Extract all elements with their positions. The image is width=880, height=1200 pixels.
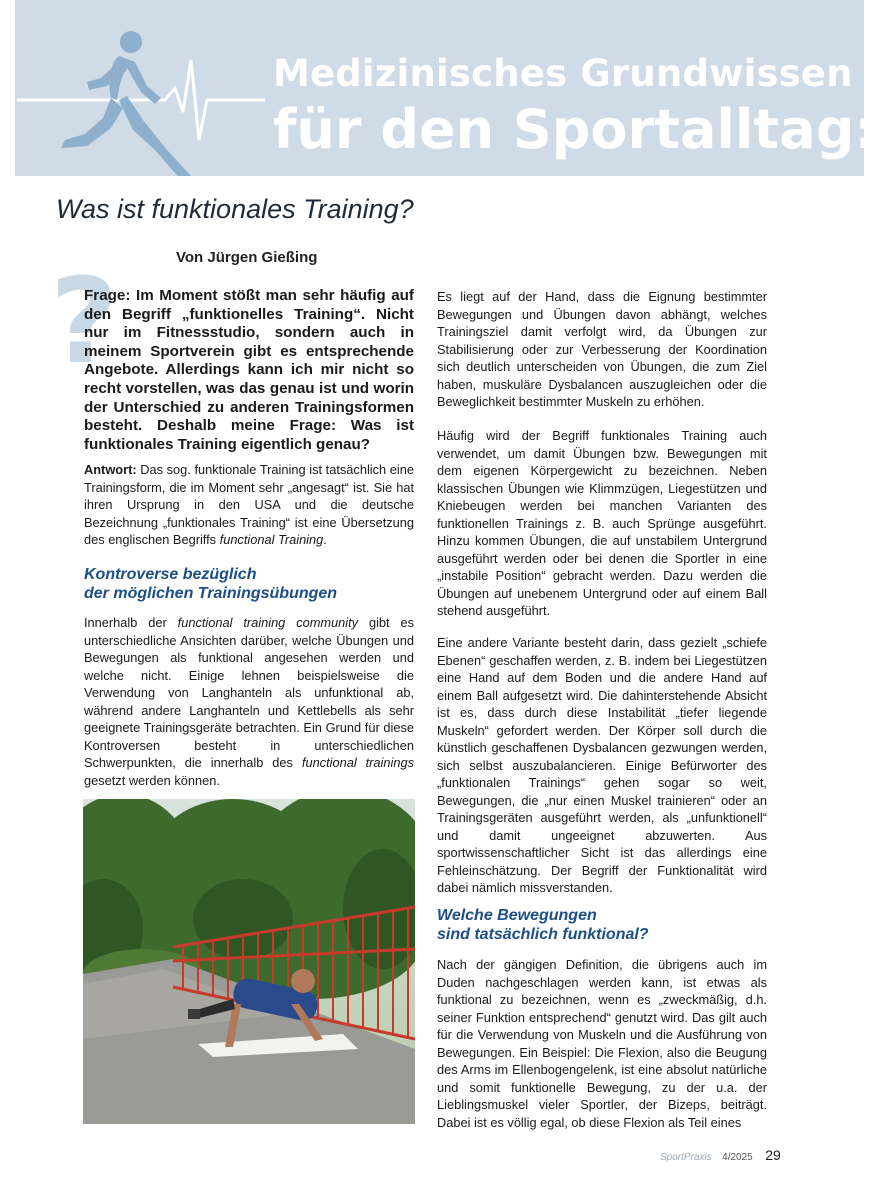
body-emphasis: functional trainings: [301, 755, 414, 770]
body-text: gesetzt werden können.: [84, 772, 220, 788]
answer-text-end: .: [323, 532, 327, 547]
answer-text: Das sog. funktionale Training ist tatsächlich eine Trainingsform, die im Moment sehr „angesagt“ ist. Sie hat ihren Ursprung in den USA und die deutsche Bezeichnung „funktionales Training“ ist eine Übersetzung des englischen Begriffs: [84, 462, 414, 547]
magazine-name: SportPraxis: [660, 1152, 712, 1163]
question-mark-icon: ?: [50, 252, 119, 390]
reader-question: Frage: Im Moment stößt man sehr häufig auf den Begriff „funktionelles Training“. Nicht nur im Fitnessstudio, sondern auch in meinem Sportverein gibt es entsprechende Angebote. Allerdings kann ich mir nicht so recht vorstellen, was das genau ist und worin der Unterschied zu anderen Trainingsformen besteht. Deshalb meine Frage: Was ist funktionales Training eigentlich genau?: [84, 287, 414, 453]
body-paragraph: [84, 614, 414, 789]
subheading-functional-movements: [437, 906, 767, 944]
pushup-photo-illustration: [83, 799, 415, 1124]
header-title-line2: für den Sportalltag:: [273, 98, 876, 161]
body-emphasis: functional training community: [177, 615, 359, 630]
header-title-line1: Medizinisches Grundwissen: [273, 52, 853, 95]
pushup-photo: [83, 799, 415, 1124]
page-footer: [660, 1147, 781, 1165]
body-text: Innerhalb der: [84, 615, 178, 630]
issue-number: 4/2025: [722, 1152, 753, 1163]
body-paragraph: Häufig wird der Begriff funktionales Training auch verwendet, um damit Übungen bzw. Bewegungen mit dem eigenen Körpergewicht zu bezeichnen. Neben klassischen Übungen wie Klimmzügen, Liegestützen und Kniebeugen werden bei manchen Varianten des funktionellen Trainings z. B. auch Sprünge ausgeführt. Hinzu kommen Übungen, die auf unstabilem Untergrund ausgeführt werden oder bei denen die Sportler in eine „instabile Position“ gebracht werden. Dazu werden die Übungen auf unebenem Untergrund oder auf einem Ball stehend ausgeführt.: [437, 428, 767, 618]
header-banner: [15, 0, 876, 176]
runner-with-heartbeat-icon: [15, 0, 275, 176]
body-paragraph: Nach der gängigen Definition, die übrigens auch im Duden nachgeschlagen werden kann, ist etwas als funktional zu bezeichnen, wenn es „zweckmäßig, d.h. seiner Funktion entsprechend“ genutzt wird. Das gilt auch für die Verwendung von Muskeln und die Ausführung von Bewegungen. Ein Beispiel: Die Flexion, also die Beugung des Arms im Ellenbogengelenk, ist eine absolut natürliche und somit funktionelle Bewegung, zu der u.a. der Lieblingsmuskel vieler Sportler, der Bizeps, beiträgt. Dabei ist es völlig egal, ob diese Flexion als Teil eines: [437, 957, 767, 1130]
article-title: Was ist funktionales Training?: [56, 194, 414, 224]
subheading-line: Kontroverse bezüglich: [84, 566, 257, 583]
subheading-controversy: [84, 565, 414, 603]
subheading-line: Welche Bewegungen: [437, 907, 597, 924]
answer-paragraph: [84, 461, 414, 549]
answer-label: Antwort:: [84, 462, 137, 477]
body-paragraph: Es liegt auf der Hand, dass die Eignung bestimmter Bewegungen und Übungen davon abhängt, welches Trainingsziel damit verfolgt wird, da Übungen zur Stabilisierung oder zur Verbesserung der Koordination sich deutlich unterscheiden von Übungen, die zum Ziel haben, muskuläre Dysbalancen auszugleichen oder die Beweglichkeit bestimmter Muskeln zu erhöhen.: [437, 289, 767, 409]
article-author: Von Jürgen Gießing: [176, 249, 318, 266]
subheading-line: sind tatsächlich funktional?: [437, 926, 649, 943]
page-number: 29: [765, 1147, 781, 1163]
body-paragraph: Eine andere Variante besteht darin, dass gezielt „schiefe Ebenen“ geschaffen werden, z. B. indem bei Liegestützen eine Hand auf dem Boden und die andere Hand auf einem Ball aufgesetzt wird. Die dahinterstehende Absicht ist es, dass durch diese Instabilität „tiefer liegende Muskeln“ gefordert werden. Der Körper soll durch die künstlich geschaffenen Dysbalancen gezwungen werden, sich selbst auszubalancieren. Einige Befürworter des „funktionalen Trainings“ gehen sogar so weit, Bewegungen, die „nur einen Muskel trainieren“ oder an Trainingsgeräten ausgeführt werden, als „unfunktionell“ und damit ungeeignet abzuwerten. Aus sportwissenschaftlicher Sicht ist das allerdings eine Fehleinschätzung. Der Begriff der Funktionalität wird dabei nämlich missverstanden.: [437, 635, 767, 895]
body-text: gibt es unterschiedliche Ansichten darüber, welche Übungen und Bewegungen als funktional angesehen werden und welche nicht. Einige lehnen beispielsweise die Verwendung von Langhanteln als unfunktional ab, während andere Langhanteln und Kettlebells als sehr geeignete Trainingsgeräte betrachten. Ein Grund für diese Kontroversen besteht in unterschiedlichen Schwerpunkten, die innerhalb des: [84, 615, 414, 770]
answer-emphasis: functional Training: [219, 532, 324, 547]
subheading-line: der möglichen Trainingsübungen: [84, 585, 338, 602]
